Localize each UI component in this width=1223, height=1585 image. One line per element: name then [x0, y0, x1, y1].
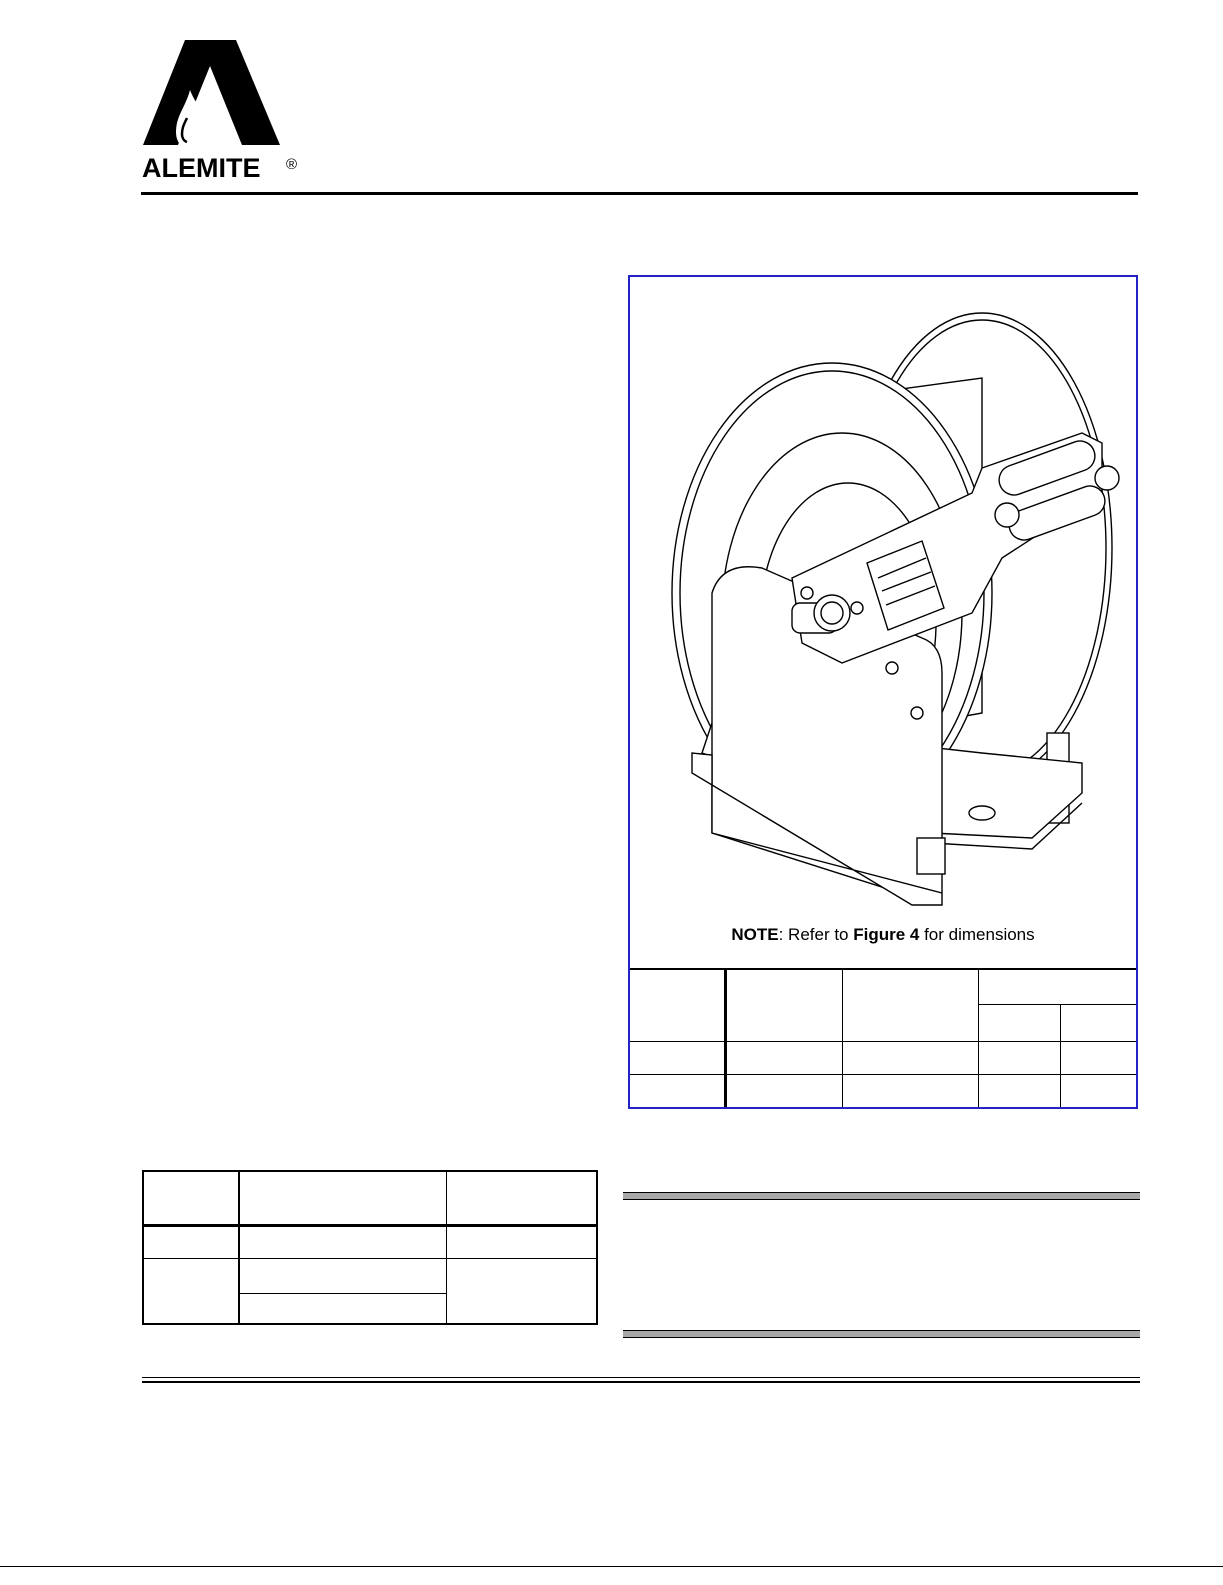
section-bar-bottom	[623, 1330, 1140, 1338]
registered-mark: ®	[286, 156, 298, 173]
figure-box	[628, 275, 1138, 1109]
note-text-1: : Refer to	[778, 925, 854, 944]
note-text-2: for dimensions	[919, 925, 1035, 944]
note-figure-ref: Figure 4	[853, 925, 920, 944]
footer-rule-thick	[142, 1381, 1140, 1383]
header-rule	[141, 192, 1138, 195]
page-bottom-rule	[0, 1566, 1223, 1567]
brand-name: ALEMITE	[142, 153, 261, 183]
note-label: NOTE	[731, 925, 779, 944]
figure-note	[630, 925, 1136, 945]
section-bar-top	[623, 1192, 1140, 1200]
footer-rule	[142, 1377, 1140, 1378]
lower-table	[142, 1170, 598, 1325]
hose-reel-illustration	[652, 293, 1122, 918]
